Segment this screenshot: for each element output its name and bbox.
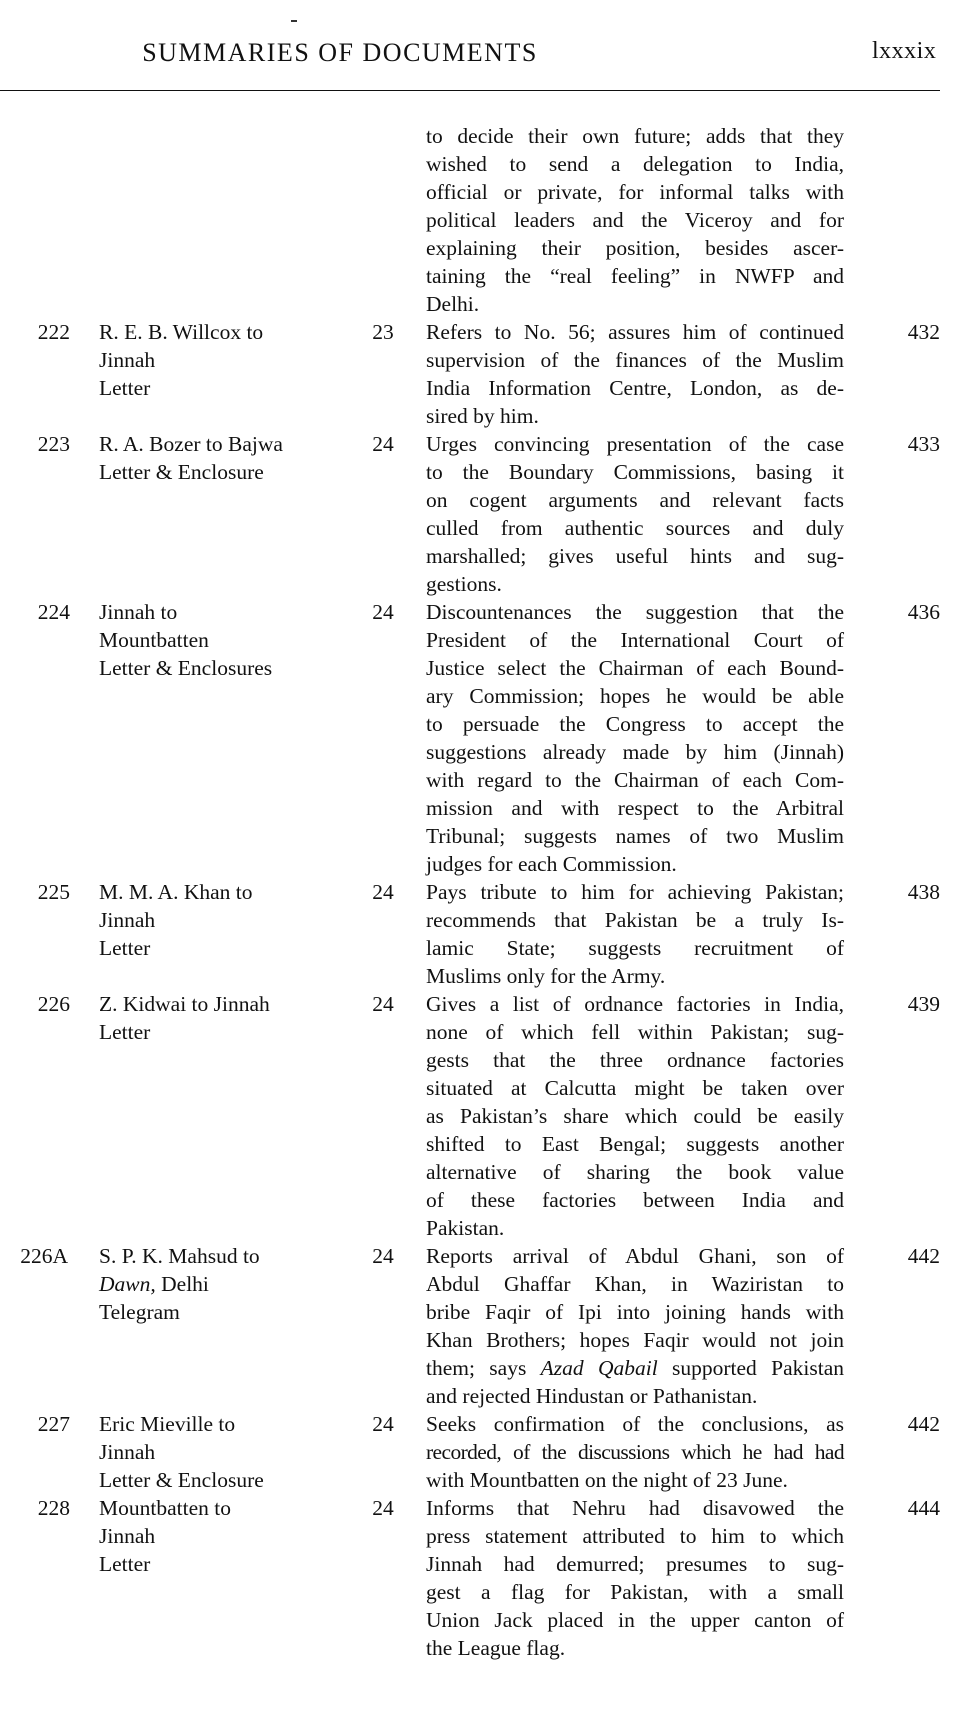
summary-line: gest a flag for Pakistan, with a small: [426, 1580, 844, 1604]
from-line: Jinnah: [99, 1524, 156, 1548]
summary-line: Jinnah had demurred; presumes to sug-: [426, 1552, 844, 1576]
document-from: [99, 598, 359, 682]
document-date: 24: [372, 1496, 394, 1520]
document-summary: [426, 430, 844, 598]
continuation-paragraph: [426, 122, 844, 318]
document-summary: [426, 878, 844, 990]
summary-line: the League flag.: [426, 1636, 566, 1660]
document-page: 436: [907, 600, 940, 624]
document-number: 224: [37, 600, 70, 624]
from-line: Letter: [99, 1552, 151, 1576]
document-summary: [426, 598, 844, 878]
summary-line: supervision of the finances of the Muslim: [426, 348, 844, 372]
summary-line: with regard to the Chairman of each Com-: [426, 768, 844, 792]
summary-line: Informs that Nehru had disavowed the: [426, 1496, 844, 1520]
document-number: 226A: [20, 1244, 68, 1268]
summary-line: Tribunal; suggests names of two Muslim: [426, 824, 844, 848]
document-date: 24: [372, 992, 394, 1016]
from-line: Jinnah to: [99, 600, 178, 624]
from-line: Letter & Enclosure: [99, 460, 264, 484]
summary-line: as Pakistan’s share which could be easily: [426, 1104, 844, 1128]
summary-line: Pays tribute to him for achieving Pakistan;: [426, 880, 844, 904]
summary-line: judges for each Commission.: [426, 852, 677, 876]
document-page: 442: [907, 1412, 940, 1436]
document-date: 24: [372, 432, 394, 456]
document-page: 432: [907, 320, 940, 344]
summary-line: suggestions already made by him (Jinnah): [426, 740, 844, 764]
summary-line: mission and with respect to the Arbitral: [426, 796, 844, 820]
from-line: Letter: [99, 1020, 151, 1044]
from-line: M. M. A. Khan to: [99, 880, 253, 904]
from-line: Jinnah: [99, 348, 156, 372]
document-from: [99, 990, 359, 1046]
from-line: Letter & Enclosure: [99, 1468, 264, 1492]
from-line: Eric Mieville to: [99, 1412, 236, 1436]
summary-line: India Information Centre, London, as de-: [426, 376, 844, 400]
summary-line: to the Boundary Commissions, basing it: [426, 460, 844, 484]
summary-line: Delhi.: [426, 292, 480, 316]
summary-line: on cogent arguments and relevant facts: [426, 488, 844, 512]
from-line: Letter: [99, 936, 151, 960]
summary-line: bribe Faqir of Ipi into joining hands with: [426, 1300, 844, 1324]
summary-line: recommends that Pakistan be a truly Is-: [426, 908, 844, 932]
summary-line: marshalled; gives useful hints and sug-: [426, 544, 844, 568]
summary-line: sired by him.: [426, 404, 539, 428]
summary-line: Reports arrival of Abdul Ghani, son of: [426, 1244, 844, 1268]
summary-line: Seeks confirmation of the conclusions, as: [426, 1412, 844, 1436]
document-page: 439: [907, 992, 940, 1016]
summary-line: situated at Calcutta might be taken over: [426, 1076, 844, 1100]
document-page: 442: [907, 1244, 940, 1268]
from-line: Dawn, Delhi: [99, 1272, 209, 1296]
from-line: S. P. K. Mahsud to: [99, 1244, 260, 1268]
from-line: Mountbatten: [99, 628, 209, 652]
document-date: 24: [372, 1412, 394, 1436]
summary-line: shifted to East Bengal; suggests another: [426, 1132, 844, 1156]
document-number: 223: [37, 432, 70, 456]
summary-line: Refers to No. 56; assures him of continued: [426, 320, 844, 344]
summary-line: Khan Brothers; hopes Faqir would not join: [426, 1328, 844, 1352]
document-number: 225: [37, 880, 70, 904]
summary-line: political leaders and the Viceroy and for: [426, 208, 844, 232]
summary-line: taining the “real feeling” in NWFP and: [426, 264, 844, 288]
from-line: R. A. Bozer to Bajwa: [99, 432, 283, 456]
document-summary: [426, 1494, 844, 1662]
document-from: [99, 1494, 359, 1578]
summary-line: alternative of sharing the book value: [426, 1160, 844, 1184]
stray-mark: [291, 20, 297, 22]
document-summary: [426, 1410, 844, 1494]
summary-line: to decide their own future; adds that they: [426, 124, 844, 148]
from-line: Jinnah: [99, 1440, 156, 1464]
document-from: [99, 1242, 359, 1326]
document-number: 227: [37, 1412, 70, 1436]
summary-line: of these factories between India and: [426, 1188, 844, 1212]
summary-line: President of the International Court of: [426, 628, 844, 652]
summary-line: none of which fell within Pakistan; sug-: [426, 1020, 844, 1044]
document-number: 226: [37, 992, 70, 1016]
summary-line: Gives a list of ordnance factories in India,: [426, 992, 844, 1016]
summary-line: recorded, of the discussions which he had had: [426, 1440, 844, 1464]
from-line: R. E. B. Willcox to: [99, 320, 264, 344]
document-from: [99, 430, 359, 486]
summary-line: Pakistan.: [426, 1216, 505, 1240]
summary-line: Urges convincing presentation of the case: [426, 432, 844, 456]
summary-line: them; says Azad Qabail supported Pakistan: [426, 1356, 844, 1380]
page-number: lxxxix: [872, 38, 937, 64]
document-page: 433: [907, 432, 940, 456]
summary-line: explaining their position, besides ascer-: [426, 236, 844, 260]
summary-line: Muslims only for the Army.: [426, 964, 666, 988]
from-line: Letter: [99, 376, 151, 400]
summary-line: culled from authentic sources and duly: [426, 516, 844, 540]
from-line: Mountbatten to: [99, 1496, 231, 1520]
summary-line: Justice select the Chairman of each Bound-: [426, 656, 844, 680]
summary-line: official or private, for informal talks with: [426, 180, 844, 204]
document-from: [99, 1410, 359, 1494]
from-line: Letter & Enclosures: [99, 656, 273, 680]
from-line: Jinnah: [99, 908, 156, 932]
summary-line: gests that the three ordnance factories: [426, 1048, 844, 1072]
summary-line: Discountenances the suggestion that the: [426, 600, 844, 624]
summary-line: to persuade the Congress to accept the: [426, 712, 844, 736]
running-header-title: SUMMARIES OF DOCUMENTS: [142, 38, 538, 67]
document-from: [99, 878, 359, 962]
document-date: 24: [372, 1244, 394, 1268]
document-summary: [426, 318, 844, 430]
document-summary: [426, 990, 844, 1242]
summary-line: wished to send a delegation to India,: [426, 152, 844, 176]
document-page: 438: [907, 880, 940, 904]
document-summary: [426, 1242, 844, 1410]
summary-line: gestions.: [426, 572, 502, 596]
from-line: Telegram: [99, 1300, 180, 1324]
summary-line: lamic State; suggests recruitment of: [426, 936, 844, 960]
summary-line: Union Jack placed in the upper canton of: [426, 1608, 844, 1632]
header-rule: [0, 90, 940, 91]
document-date: 23: [372, 320, 394, 344]
from-line: Z. Kidwai to Jinnah: [99, 992, 270, 1016]
document-number: 228: [37, 1496, 70, 1520]
document-date: 24: [372, 600, 394, 624]
summary-line: ary Commission; hopes he would be able: [426, 684, 844, 708]
document-page: 444: [907, 1496, 940, 1520]
summary-line: and rejected Hindustan or Pathanistan.: [426, 1384, 758, 1408]
summary-line: press statement attributed to him to which: [426, 1524, 844, 1548]
summary-line: Abdul Ghaffar Khan, in Waziristan to: [426, 1272, 844, 1296]
document-number: 222: [37, 320, 70, 344]
document-date: 24: [372, 880, 394, 904]
document-from: [99, 318, 359, 402]
summary-line: with Mountbatten on the night of 23 June.: [426, 1468, 788, 1492]
